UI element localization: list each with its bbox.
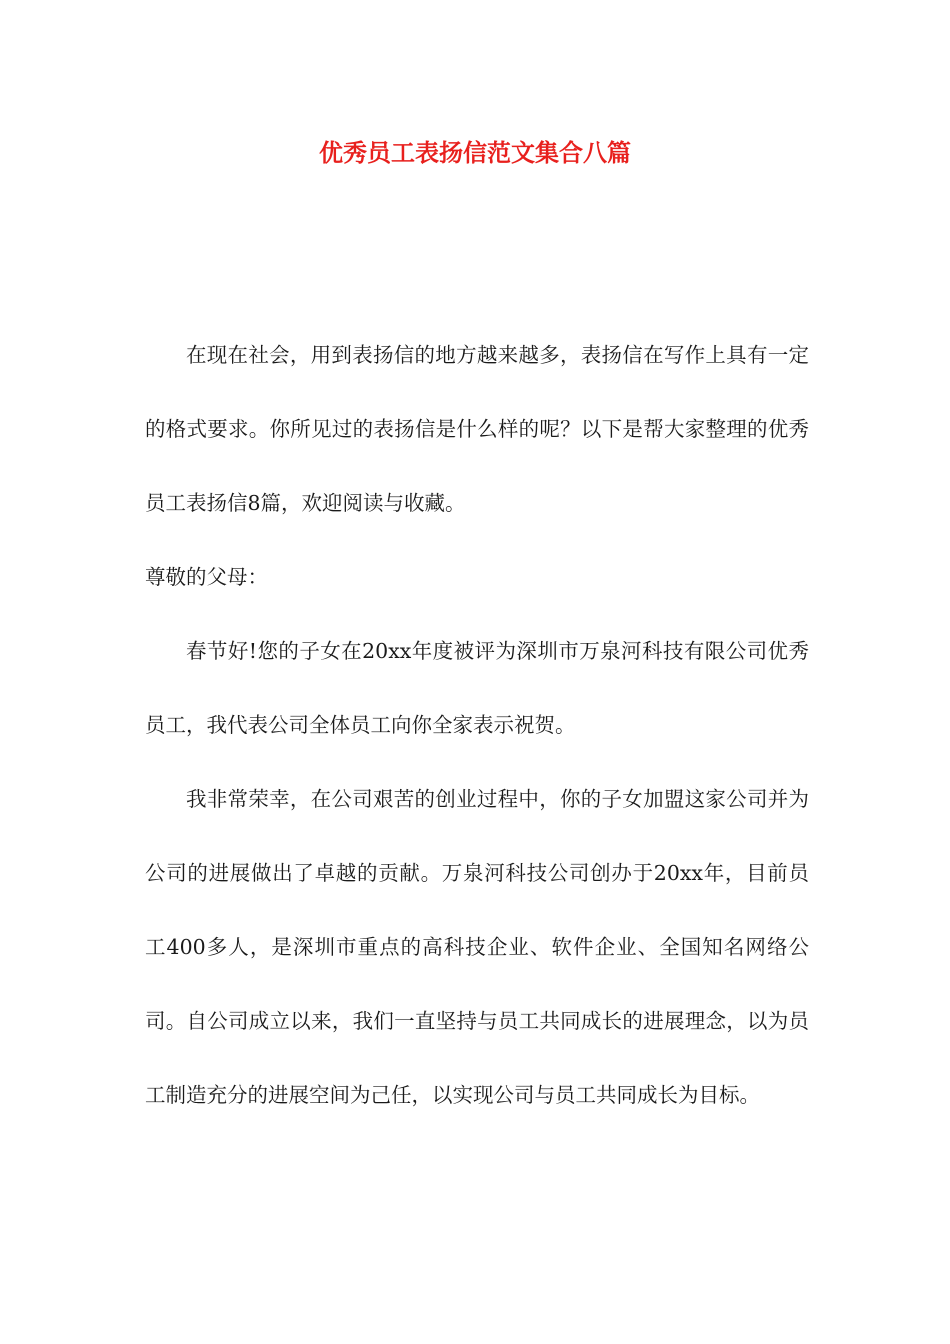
document-body [145, 318, 809, 1132]
paragraph-salutation: 尊敬的父母： [145, 565, 268, 589]
document-title: 优秀员工表扬信范文集合八篇 [319, 138, 631, 167]
paragraph-intro: 在现在社会，用到表扬信的地方越来越多，表扬信在写作上具有一定的格式要求。你所见过的表扬信是什么样的呢？以下是帮大家整理的优秀员工表扬信8篇，欢迎阅读与收藏。 [145, 343, 809, 515]
paragraph-greeting: 春节好!您的子女在20xx年度被评为深圳市万泉河科技有限公司优秀员工，我代表公司全体员工向你全家表示祝贺。 [145, 639, 809, 737]
paragraph-company-intro: 我非常荣幸，在公司艰苦的创业过程中，你的子女加盟这家公司并为公司的进展做出了卓越的贡献。万泉河科技公司创办于20xx年，目前员工400多人，是深圳市重点的高科技企业、软件企业、全国知名网络公司。自公司成立以来，我们一直坚持与员工共同成长的进展理念，以为员工制造充分的进展空间为己任，以实现公司与员工共同成长为目标。 [145, 787, 809, 1107]
